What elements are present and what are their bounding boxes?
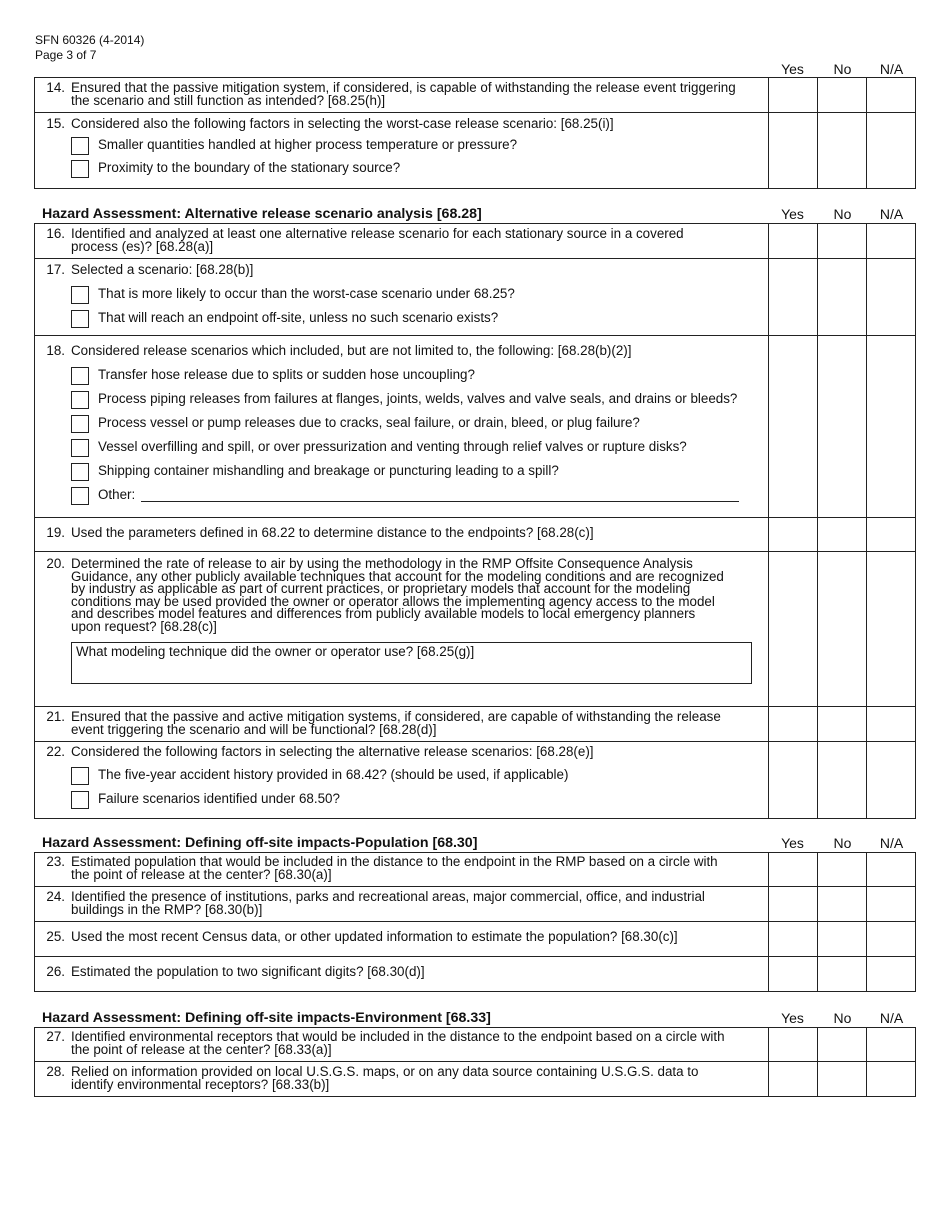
- question-number: 17.: [46, 262, 65, 277]
- checkbox[interactable]: [71, 463, 89, 481]
- modeling-technique-field[interactable]: [71, 642, 752, 684]
- question-text: Estimated the population to two significant digits? [68.30(d)]: [71, 964, 425, 979]
- option-label: The five-year accident history provided in 68.42? (should be used, if applicable): [98, 767, 569, 783]
- question-row: [35, 922, 916, 957]
- question-text: Considered release scenarios which included, but are not limited to, the following: [68.28(b)(2)]: [71, 343, 632, 358]
- answer-no-cell[interactable]: [818, 552, 867, 707]
- question-row: [35, 1062, 916, 1097]
- answer-yes-cell[interactable]: [769, 922, 818, 957]
- question-text: Relied on information provided on local U.S.G.S. maps, or on any data source containing U.S.G.S. data to: [71, 1064, 699, 1079]
- page-number: Page 3 of 7: [35, 48, 97, 62]
- question-row: [35, 853, 916, 887]
- question-text: identify environmental receptors? [68.33(b)]: [71, 1076, 330, 1092]
- question-number: 28.: [46, 1064, 65, 1079]
- col-no: No: [833, 835, 852, 851]
- checkbox[interactable]: [71, 487, 89, 505]
- answer-no-cell[interactable]: [818, 336, 867, 518]
- question-text: Guidance, any other publicly available techniques that account for the modeling conditions and are recognized: [71, 568, 724, 584]
- answer-na-cell[interactable]: [867, 336, 916, 518]
- form-id: SFN 60326 (4-2014): [35, 33, 145, 47]
- answer-yes-cell[interactable]: [769, 887, 818, 922]
- checkbox[interactable]: [71, 767, 89, 785]
- question-text: process (es)? [68.28(a)]: [71, 238, 214, 254]
- option-label: Shipping container mishandling and breakage or puncturing leading to a spill?: [98, 463, 559, 479]
- option-label: Failure scenarios identified under 68.50?: [98, 791, 340, 807]
- answer-na-cell[interactable]: [867, 887, 916, 922]
- answer-na-cell[interactable]: [867, 518, 916, 552]
- col-na: N/A: [879, 1010, 904, 1026]
- question-number: 25.: [46, 929, 65, 944]
- answer-na-cell[interactable]: [867, 78, 916, 113]
- question-text: Identified environmental receptors that would be included in the distance to the endpoint based on a circle with: [71, 1029, 725, 1044]
- question-row: [35, 742, 916, 819]
- answer-no-cell[interactable]: [818, 887, 867, 922]
- col-yes: Yes: [781, 61, 804, 77]
- question-row: [35, 887, 916, 922]
- checkbox[interactable]: [71, 137, 89, 155]
- answer-yes-cell[interactable]: [769, 336, 818, 518]
- answer-yes-cell[interactable]: [769, 742, 818, 819]
- answer-na-cell[interactable]: [867, 552, 916, 707]
- checkbox[interactable]: [71, 415, 89, 433]
- checkbox[interactable]: [71, 791, 89, 809]
- col-na: N/A: [879, 835, 904, 851]
- answer-na-cell[interactable]: [867, 853, 916, 887]
- question-text: the point of release at the center? [68.33(a)]: [71, 1041, 332, 1057]
- section-title: Hazard Assessment: Defining off-site impacts-Population [68.30]: [42, 835, 478, 851]
- worst-case-table: [34, 77, 916, 189]
- alternative-release-table: [34, 223, 916, 819]
- answer-yes-cell[interactable]: [769, 78, 818, 113]
- answer-no-cell[interactable]: [818, 742, 867, 819]
- question-row: [35, 1028, 916, 1062]
- answer-na-cell[interactable]: [867, 224, 916, 259]
- col-yes: Yes: [781, 1010, 804, 1026]
- other-input-line[interactable]: [141, 489, 739, 502]
- question-number: 22.: [46, 744, 65, 759]
- answer-no-cell[interactable]: [818, 78, 867, 113]
- question-text: Considered also the following factors in selecting the worst-case release scenario: [68.25(i)]: [71, 116, 614, 131]
- question-number: 21.: [46, 709, 65, 724]
- modeling-technique-label: What modeling technique did the owner or operator use? [68.25(g)]: [76, 643, 475, 659]
- option-label: Transfer hose release due to splits or sudden hose uncoupling?: [98, 367, 475, 383]
- answer-yes-cell[interactable]: [769, 259, 818, 336]
- question-row: [35, 336, 916, 518]
- checkbox[interactable]: [71, 439, 89, 457]
- question-text: and describes model features and differences from publicly available models to local emergency planners: [71, 606, 696, 622]
- answer-yes-cell[interactable]: [769, 707, 818, 742]
- question-text: conditions may be used provided the owner or operator allows the implementing agency access to the model: [71, 593, 715, 609]
- checkbox[interactable]: [71, 367, 89, 385]
- question-number: 26.: [46, 964, 65, 979]
- answer-no-cell[interactable]: [818, 922, 867, 957]
- option-label: Process piping releases from failures at flanges, joints, welds, valves and valve seals, and drains or bleeds?: [98, 391, 738, 407]
- question-text: Used the parameters defined in 68.22 to determine distance to the endpoints? [68.28(c)]: [71, 525, 594, 540]
- question-number: 18.: [46, 343, 65, 358]
- question-row: [35, 259, 916, 336]
- question-text: the point of release at the center? [68.30(a)]: [71, 866, 332, 882]
- answer-yes-cell[interactable]: [769, 853, 818, 887]
- option-label: Proximity to the boundary of the stationary source?: [98, 160, 401, 176]
- answer-no-cell[interactable]: [818, 224, 867, 259]
- question-text: event triggering the scenario and will be functional? [68.28(d)]: [71, 721, 437, 737]
- answer-no-cell[interactable]: [818, 1028, 867, 1062]
- question-number: 16.: [46, 226, 65, 241]
- answer-na-cell[interactable]: [867, 259, 916, 336]
- answer-yes-cell[interactable]: [769, 1028, 818, 1062]
- answer-yes-cell[interactable]: [769, 113, 818, 189]
- answer-na-cell[interactable]: [867, 113, 916, 189]
- question-text: Determined the rate of release to air by using the methodology in the RMP Offsite Consequence Analysis: [71, 556, 693, 571]
- question-row: [35, 224, 916, 259]
- question-number: 27.: [46, 1029, 65, 1044]
- section-title: Hazard Assessment: Alternative release scenario analysis [68.28]: [42, 206, 482, 222]
- question-row: [35, 78, 916, 113]
- col-no: No: [833, 1010, 852, 1026]
- option-label: That will reach an endpoint off-site, unless no such scenario exists?: [98, 310, 499, 326]
- other-label: Other:: [98, 487, 136, 503]
- question-row: [35, 707, 916, 742]
- col-yes: Yes: [781, 835, 804, 851]
- answer-na-cell[interactable]: [867, 1028, 916, 1062]
- question-text: Ensured that the passive mitigation system, if considered, is capable of withstanding the release event triggering: [71, 80, 736, 95]
- option-label: Process vessel or pump releases due to cracks, seal failure, or drain, bleed, or plug failure?: [98, 415, 640, 431]
- answer-no-cell[interactable]: [818, 113, 867, 189]
- option-label: That is more likely to occur than the worst-case scenario under 68.25?: [98, 286, 515, 302]
- question-number: 23.: [46, 854, 65, 869]
- section-title: Hazard Assessment: Defining off-site impacts-Environment [68.33]: [42, 1010, 491, 1026]
- answer-na-cell[interactable]: [867, 742, 916, 819]
- question-text: Considered the following factors in selecting the alternative release scenarios: [68.28(e)]: [71, 744, 594, 759]
- option-label: Smaller quantities handled at higher process temperature or pressure?: [98, 137, 518, 153]
- answer-yes-cell[interactable]: [769, 1062, 818, 1097]
- question-text: by industry as applicable as part of current practices, or proprietary models that account for the modeling: [71, 581, 691, 597]
- answer-no-cell[interactable]: [818, 1062, 867, 1097]
- question-text: buildings in the RMP? [68.30(b)]: [71, 901, 263, 917]
- answer-no-cell[interactable]: [818, 259, 867, 336]
- environment-table: [34, 1027, 916, 1097]
- question-number: 19.: [46, 525, 65, 540]
- question-row: [35, 552, 916, 707]
- question-text: Selected a scenario: [68.28(b)]: [71, 262, 254, 277]
- answer-na-cell[interactable]: [867, 957, 916, 992]
- answer-yes-cell[interactable]: [769, 552, 818, 707]
- answer-na-cell[interactable]: [867, 1062, 916, 1097]
- question-text: Used the most recent Census data, or other updated information to estimate the population? [68.30(c)]: [71, 929, 678, 944]
- col-na: N/A: [879, 61, 904, 77]
- population-table: [34, 852, 916, 992]
- question-number: 20.: [46, 556, 65, 571]
- checkbox[interactable]: [71, 391, 89, 409]
- answer-no-cell[interactable]: [818, 853, 867, 887]
- col-no: No: [833, 206, 852, 222]
- question-text: upon request? [68.28(c)]: [71, 618, 217, 634]
- checkbox[interactable]: [71, 310, 89, 328]
- question-text: Identified and analyzed at least one alternative release scenario for each stationary source in a covered: [71, 226, 684, 241]
- answer-na-cell[interactable]: [867, 707, 916, 742]
- question-text: Estimated population that would be included in the distance to the endpoint in the RMP based on a circle with: [71, 854, 718, 869]
- question-number: 15.: [46, 116, 65, 131]
- checkbox[interactable]: [71, 286, 89, 304]
- question-text: Ensured that the passive and active mitigation systems, if considered, are capable of withstanding the release: [71, 709, 721, 724]
- question-row: [35, 957, 916, 992]
- answer-na-cell[interactable]: [867, 922, 916, 957]
- col-no: No: [833, 61, 852, 77]
- question-number: 14.: [46, 80, 65, 95]
- answer-yes-cell[interactable]: [769, 224, 818, 259]
- answer-no-cell[interactable]: [818, 707, 867, 742]
- option-label: Vessel overfilling and spill, or over pressurization and venting through relief valves or rupture disks?: [98, 439, 687, 455]
- question-row: [35, 518, 916, 552]
- question-number: 24.: [46, 889, 65, 904]
- answer-yes-cell[interactable]: [769, 518, 818, 552]
- answer-yes-cell[interactable]: [769, 957, 818, 992]
- checkbox[interactable]: [71, 160, 89, 178]
- question-text: the scenario and still function as intended? [68.25(h)]: [71, 92, 386, 108]
- answer-no-cell[interactable]: [818, 957, 867, 992]
- col-yes: Yes: [781, 206, 804, 222]
- question-row: [35, 113, 916, 189]
- col-na: N/A: [879, 206, 904, 222]
- answer-no-cell[interactable]: [818, 518, 867, 552]
- question-text: Identified the presence of institutions, parks and recreational areas, major commercial, office, and industrial: [71, 889, 705, 904]
